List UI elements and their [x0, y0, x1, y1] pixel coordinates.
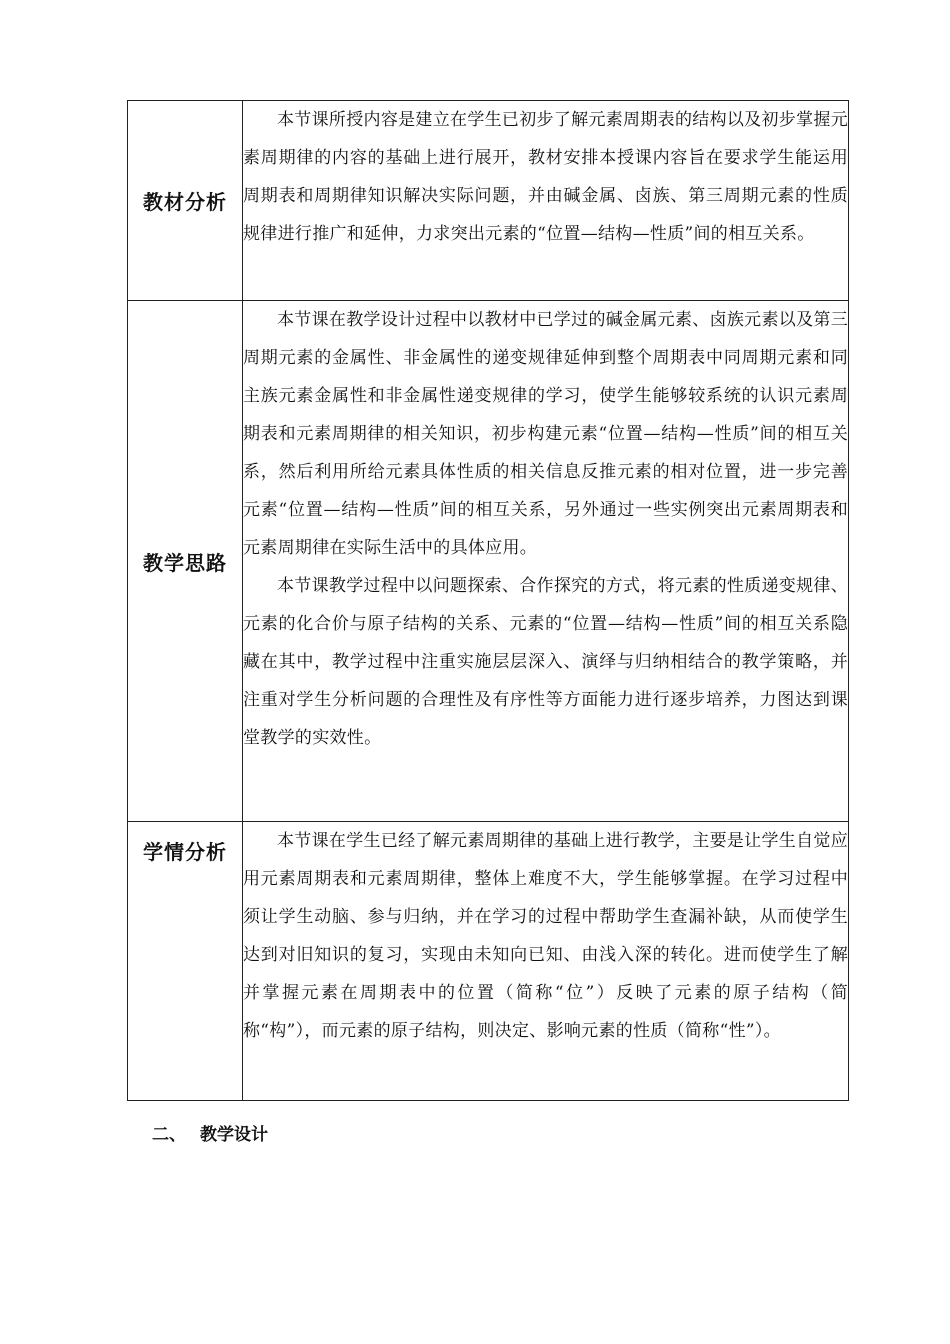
table-row-textbook-analysis	[128, 101, 849, 301]
section-number: 二、	[152, 1125, 186, 1145]
lesson-analysis-table	[127, 100, 849, 1101]
paragraph: 本节课教学过程中以问题探索、合作探究的方式，将元素的性质递变规律、元素的化合价与原子结构的关系、元素的“位置—结构—性质”间的相互关系隐藏在其中，教学过程中注重实施层层深入、演绎与归纳相结合的教学策略，并注重对学生分析问题的合理性及有序性等方面能力进行逐步培养，力图达到课堂教学的实效性。	[243, 576, 848, 748]
table-row-student-analysis	[128, 822, 849, 1101]
section-title: 教学设计	[200, 1125, 268, 1145]
paragraph: 本节课在学生已经了解元素周期律的基础上进行教学，主要是让学生自觉应用元素周期表和元素周期律，整体上难度不大，学生能够掌握。在学习过程中须让学生动脑、参与归纳，并在学习的过程中帮助学生查漏补缺，从而使学生达到对旧知识的复习，实现由未知向已知、由浅入深的转化。进而使学生了解并掌握元素在周期表中的位置（简称“位”）反映了元素的原子结构（简称“构”），而元素的原子结构，则决定、影响元素的性质（简称“性”）。	[243, 831, 848, 1041]
paragraph: 本节课所授内容是建立在学生已初步了解元素周期表的结构以及初步掌握元素周期律的内容的基础上进行展开，教材安排本授课内容旨在要求学生能运用周期表和周期律知识解决实际问题，并由碱金属、卤族、第三周期元素的性质规律进行推广和延伸，力求突出元素的“位置—结构—性质”间的相互关系。	[243, 110, 848, 244]
section-heading	[152, 1122, 268, 1148]
table-row-teaching-approach	[128, 301, 849, 822]
row-label-teaching-approach: 教学思路	[128, 301, 243, 822]
row-content-student-analysis	[243, 822, 849, 1101]
row-content-textbook-analysis	[243, 101, 849, 301]
row-content-teaching-approach	[243, 301, 849, 822]
row-label-textbook-analysis: 教材分析	[128, 101, 243, 301]
paragraph: 本节课在教学设计过程中以教材中已学过的碱金属元素、卤族元素以及第三周期元素的金属性、非金属性的递变规律延伸到整个周期表中同周期元素和同主族元素金属性和非金属性递变规律的学习，使学生能够较系统的认识元素周期表和元素周期律的相关知识，初步构建元素“位置—结构—性质”间的相互关系，然后利用所给元素具体性质的相关信息反推元素的相对位置，进一步完善元素“位置—结构—性质”间的相互关系，另外通过一些实例突出元素周期表和元素周期律在实际生活中的具体应用。	[243, 310, 848, 558]
row-label-student-analysis: 学情分析	[128, 822, 243, 1101]
